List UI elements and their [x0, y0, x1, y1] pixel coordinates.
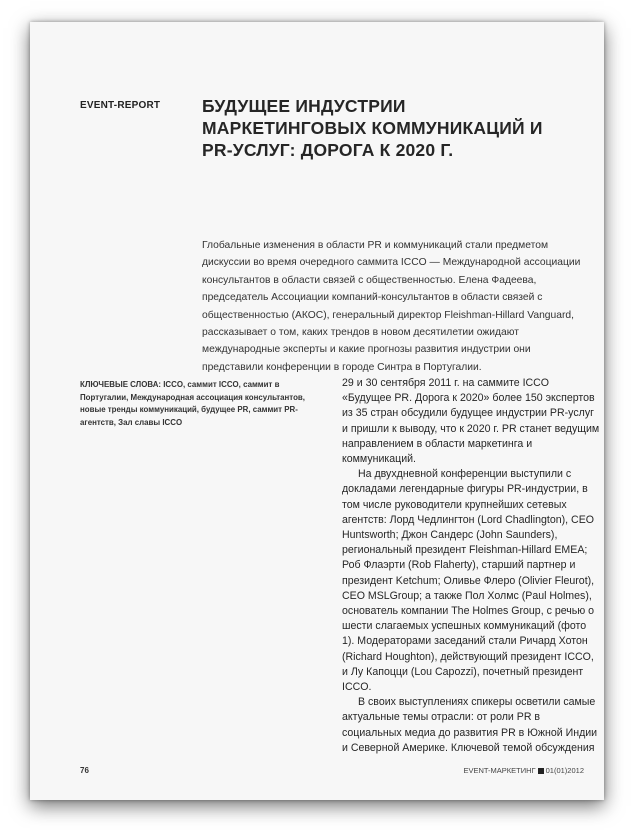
- article-body: [342, 376, 600, 756]
- magazine-page: [30, 22, 604, 800]
- magazine-footer: [463, 766, 584, 775]
- magazine-name: EVENT-МАРКЕТИНГ: [463, 766, 536, 775]
- section-tag: EVENT-REPORT: [80, 100, 161, 111]
- body-paragraph: На двухдневной конференции выступили с докладами легендарные фигуры PR-индустрии, в том числе руководители крупнейших сетевых агентств: Лорд Чедлингтон (Lord Chadlington), CEO Huntsworth; Джон Сандерс (John Saunders), региональный президент Fleishman-Hillard EMEA; Роб Флаэрти (Rob Flaherty), старший партнер и президент Ketchum; Оливье Флеро (Olivier Fleurot), CEO MSLGroup; а также Пол Холмс (Paul Holmes), основатель компании The Holmes Group, с речью о шести слагаемых успешных коммуникаций (фото 1). Модераторами заседаний стали Ричард Хотон (Richard Houghton), действующий президент ICCO, и Лу Капоцци (Lou Capozzi), почетный президент ICCO.: [342, 468, 595, 694]
- page-number: 76: [80, 766, 89, 775]
- article-title: БУДУЩЕЕ ИНДУСТРИИ МАРКЕТИНГОВЫХ КОММУНИКАЦИЙ И PR-УСЛУГ: ДОРОГА К 2020 Г.: [202, 96, 543, 160]
- body-paragraph: В своих выступлениях спикеры осветили самые актуальные темы отрасли: от роли PR в социальных медиа до развития PR в Южной Индии и Северной Америке. Ключевой темой обсуждения: [342, 696, 598, 754]
- body-paragraph: 29 и 30 сентября 2011 г. на саммите ICCO «Будущее PR. Дорога к 2020» более 150 экспертов из 35 стран обсудили будущее индустрии PR-услуг и пришли к выводу, что к 2020 г. PR станет ведущим направлением в области маркетинга и коммуникаций.: [342, 377, 600, 466]
- issue-number: 01(01)2012: [545, 766, 584, 775]
- keywords: КЛЮЧЕВЫЕ СЛОВА: ICCO, саммит ICCO, саммит в Португалии, Международная ассоциация консультантов, новые тренды коммуникаций, будущее PR, саммит PR-агентств, Зал славы ICCO: [80, 379, 305, 427]
- article-lead: Глобальные изменения в области PR и коммуникаций стали предметом дискуссии во время очередного саммита ICCO — Международной ассоциации консультантов в области связей с общественностью. Елена Фадеева, председатель Ассоциации компаний-консультантов в области связей с общественностью (АКОС), генеральный директор Fleishman-Hillard Vanguard, рассказывает о том, каких трендов в новом десятилетии ожидают международные эксперты и какие прогнозы развития индустрии они представили конференции в городе Синтра в Португалии.: [202, 240, 581, 373]
- square-icon: [538, 768, 544, 774]
